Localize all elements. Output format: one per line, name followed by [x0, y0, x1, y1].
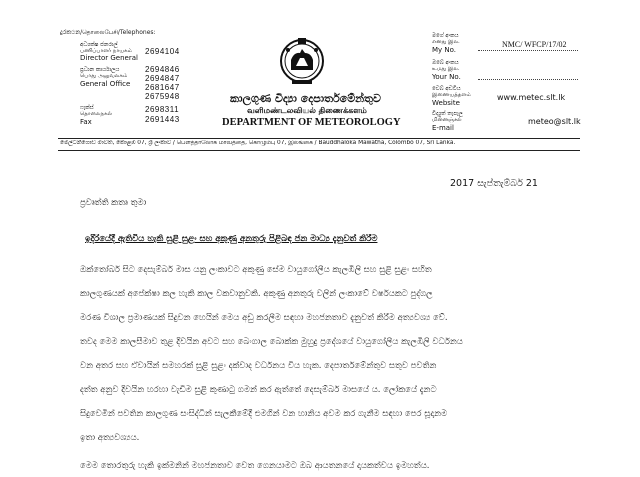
general-office-number-4: 2675948	[145, 92, 180, 101]
director-general-label-si: අධ්‍යක්ෂ ජනරාල්	[80, 42, 118, 48]
my-no-value: NMC/ WFCP/17/02	[502, 40, 567, 49]
address-line: මෙල්ටන්ගොඩ මාවත, කොළඹ 07, ශ්‍රී ලංකාව / பௌத்தாலோக மாவத்தை, கொழும்பு 07, இலங்கை / Bauddhaloka Mawatha, Colombo 07, Sri Lanka.	[60, 140, 456, 146]
fax-label-si: ෆැක්ස්	[80, 105, 94, 111]
general-office-label-si: ප්‍රධාන කාර්යාලය	[80, 67, 120, 73]
telephones-label: දුරකථන/தொலைபேசி/Telephones:	[60, 29, 156, 36]
header-rule-top	[58, 138, 580, 139]
paragraph1-line-2: කාලගුණයක් අපේක්ෂා කල හැකි කාල වකවානුවකි. අකුණු අනතුරු වලින් ලංකාවේ වර්ෂයකට පුද්ගල	[80, 289, 433, 299]
my-no-label-ta: எனது இல.	[432, 39, 460, 45]
email-label: E-mail	[432, 124, 454, 132]
fax-number-1: 2698311	[145, 105, 180, 114]
website-label-si: වෙබ් අඩවිය	[432, 86, 461, 92]
your-no-dotted-line	[478, 79, 578, 80]
email-label-si: විද්‍යුත් තැපෑල	[432, 111, 463, 117]
title-tamil: வளிமண்டலவியல் திணைக்களம்	[247, 106, 367, 115]
my-no-label: My No.	[432, 46, 457, 54]
paragraph1-line-4: තවද මෙම කාලසීමාව තුළ දිවයින අවට සහ බෙංගාල බොක්ක මුහුදු ප්‍රදේශයේ වායුගෝලීය කැලඹිලි වර්ධනය	[80, 337, 463, 347]
general-office-number-1: 2694846	[145, 65, 180, 74]
paragraph1-line-7: සිදුවෙමින් පවතින කාලගුණ සංසිද්ධීන් සැලකීමේදී එමගින් වන හානිය අවම කර ගැනීම සඳහා පෙර සූදානම	[80, 409, 448, 419]
paragraph1-line-5: වන අතර සහ ඒවායින් සමහරක් සුළි සුළං දක්වාද වර්ධනය විය හැක. දෙපාර්තමේන්තුව සතුව පවතින	[80, 361, 437, 371]
paragraph1-line-8: ඉතා අත්‍යවශ්‍යය.	[80, 433, 140, 443]
paragraph2: මෙම තොරතුරු හැකි ඉක්මනින් මහජනතාව වෙත ගෙනයාමට ඔබ ආයතනයේ දායකත්වය ඉමහත්ය.	[80, 461, 430, 471]
paragraph1-line-6: දත්ත අනුව දිවයින හරහා වැඩිම සුළි කුණාටු ගමන් කර ඇත්තේ දෙසැම්බර් මාසයේ ය. ලෝකයේ දැනට	[80, 385, 437, 395]
website-label-ta: இணையத்தளம்	[432, 92, 471, 98]
header-rule-bottom	[58, 150, 580, 151]
director-general-label-ta: பணிப்பாளர் நாயகம்	[80, 48, 132, 54]
website-label: Website	[432, 99, 460, 107]
general-office-label-ta: பொது அலுவலகம்	[80, 73, 128, 79]
title-english: DEPARTMENT OF METEOROLOGY	[222, 117, 401, 128]
website-value: www.metec.slt.lk	[497, 93, 566, 102]
fax-label-ta: தொலைநகல்	[80, 111, 113, 117]
sri-lanka-emblem-icon	[278, 36, 326, 88]
your-no-label-si: ඔබේ අංකය	[432, 60, 459, 66]
fax-number-2: 2691443	[145, 115, 180, 124]
letter-date: 2017 සැප්තැම්බර් 21	[450, 178, 538, 189]
director-general-label: Director General	[80, 54, 138, 62]
director-general-number: 2694104	[145, 47, 180, 56]
paragraph1-line-1: ඔක්තෝබර් සිට දෙසැම්බර් මාස යනු ලංකාවට අකුණු සේම වායුගෝලීය කැලඹිලි සහ සුළි සුළං සහිත	[80, 265, 432, 275]
my-no-dotted-line	[478, 50, 578, 51]
title-sinhala: කාලගුණ විද්‍යා දෙපාර්තමේන්තුව	[230, 92, 381, 105]
email-value: meteo@slt.lk	[528, 117, 581, 126]
my-no-label-si: මගේ අංකය	[432, 33, 459, 39]
your-no-label-ta: உமது இல.	[432, 66, 460, 72]
general-office-number-2: 2694847	[145, 74, 180, 83]
paragraph1-line-3: මරණ විශාල ප්‍රමාණයක් සිදුවන හෙයින් මෙය අඩු කරලීම සඳහා මහජනතාව දැනුවත් කිරීම අත්‍යවශ්‍ය වේ.	[80, 313, 448, 323]
general-office-number-3: 2681647	[145, 83, 180, 92]
recipient: ප්‍රවෘත්ති කතෘ තුමා	[80, 198, 147, 208]
email-label-ta: மின்னஞ்சல்	[432, 117, 462, 123]
subject-line: ඉදිරියේදී ඇතිවිය හැකි සුළි සුළං සහ අකුණු අනතුරු පිළිබඳ ජන මාධ්‍ය දැනුවත් කිරීම	[85, 234, 378, 244]
your-no-label: Your No.	[432, 73, 461, 81]
general-office-label: General Office	[80, 80, 131, 88]
fax-label: Fax	[80, 118, 92, 126]
